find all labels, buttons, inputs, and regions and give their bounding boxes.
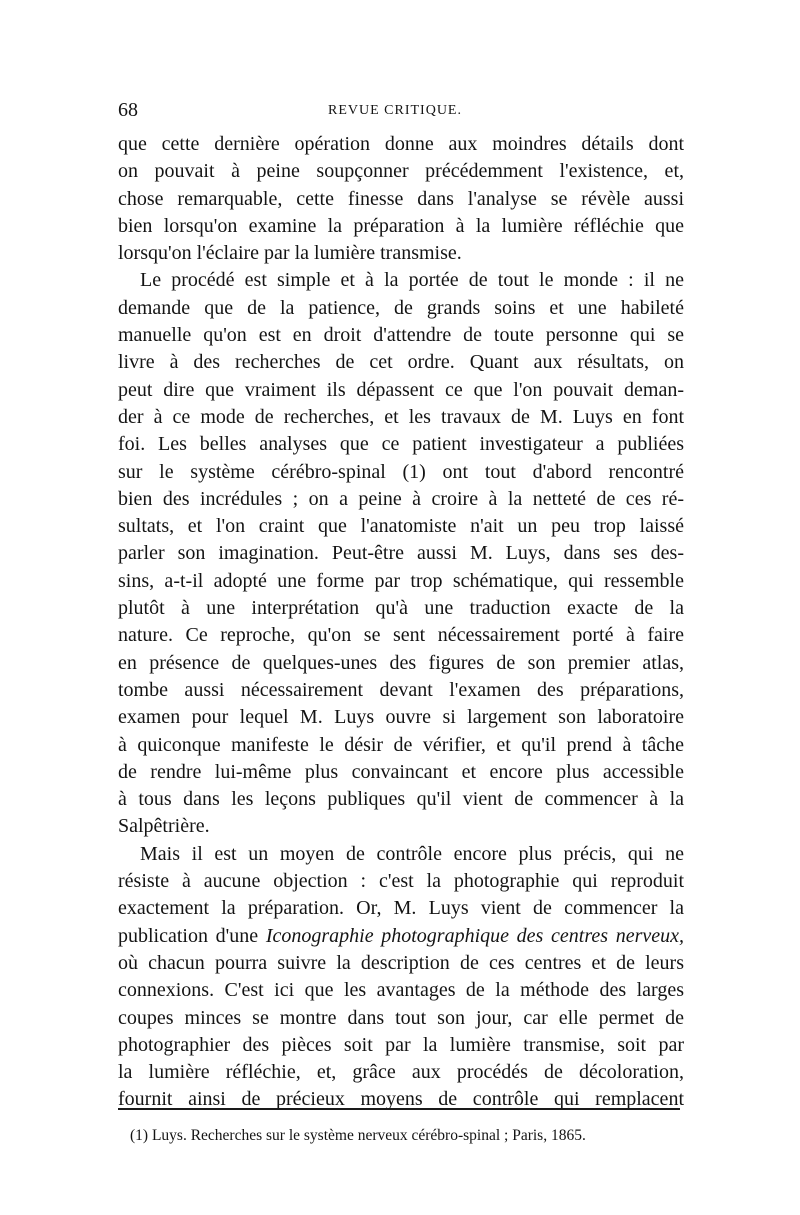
text-line: fournit ainsi de précieux moyens de contrôle qui remplacent <box>118 1088 684 1111</box>
text-line: sins, a-t-il adopté une forme par trop schématique, qui ressemble <box>118 569 684 592</box>
paragraph-3 <box>118 841 684 1114</box>
text-line: manuelle qu'on est en droit d'attendre de toute personne qui se <box>118 324 684 347</box>
text-line: où chacun pourra suivre la description de ces centres et de leurs <box>118 951 684 974</box>
text-line: résiste à aucune objection : c'est la photographie qui reproduit <box>118 870 684 893</box>
paragraph-2 <box>118 267 684 840</box>
text-line: bien lorsqu'on examine la préparation à la lumière réfléchie que <box>118 214 684 237</box>
text-line: tombe aussi nécessairement devant l'examen des préparations, <box>118 678 684 701</box>
text-line: connexions. C'est ici que les avantages de la méthode des larges <box>118 979 684 1002</box>
text-line: on pouvait à peine soupçonner précédemment l'existence, et, <box>118 160 684 183</box>
text-line: coupes minces se montre dans tout son jour, car elle permet de <box>118 1006 684 1029</box>
text-line <box>118 923 684 950</box>
text-line: de rendre lui-même plus convaincant et encore plus accessible <box>118 760 684 783</box>
text-line: demande que de la patience, de grands soins et une habileté <box>118 296 684 319</box>
footnote-rule <box>118 1108 680 1110</box>
body-text <box>118 131 684 1114</box>
text-line: la lumière réfléchie, et, grâce aux procédés de décoloration, <box>118 1061 684 1084</box>
text-line: à quiconque manifeste le désir de vérifier, et qu'il prend à tâche <box>118 733 684 756</box>
footnote: (1) Luys. Recherches sur le système nerveux cérébro-spinal ; Paris, 1865. <box>130 1127 586 1144</box>
text-line: plutôt à une interprétation qu'à une traduction exacte de la <box>118 597 684 620</box>
paragraph-1 <box>118 131 684 267</box>
text-line: peut dire que vraiment ils dépassent ce que l'on pouvait deman- <box>118 378 684 401</box>
text-line: bien des incrédules ; on a peine à croire à la netteté de ces ré- <box>118 487 684 510</box>
text-line: photographier des pièces soit par la lumière transmise, soit par <box>118 1033 684 1056</box>
text-line: à tous dans les leçons publiques qu'il vient de commencer à la <box>118 788 684 811</box>
text-run: publication d'une <box>118 924 266 947</box>
text-line: exactement la préparation. Or, M. Luys vient de commencer la <box>118 897 684 920</box>
text-line: examen pour lequel M. Luys ouvre si largement son laboratoire <box>118 706 684 729</box>
text-line: der à ce mode de recherches, et les travaux de M. Luys en font <box>118 405 684 428</box>
text-line: Le procédé est simple et à la portée de tout le monde : il ne <box>140 269 684 292</box>
text-line: lorsqu'on l'éclaire par la lumière transmise. <box>118 242 462 265</box>
running-head <box>118 96 684 124</box>
text-line: chose remarquable, cette finesse dans l'analyse se révèle aussi <box>118 187 684 210</box>
text-line: en présence de quelques-unes des figures de son premier atlas, <box>118 651 684 674</box>
text-line: parler son imagination. Peut-être aussi M. Luys, dans ses des- <box>118 542 684 565</box>
text-line: livre à des recherches de cet ordre. Quant aux résultats, on <box>118 351 684 374</box>
text-line: nature. Ce reproche, qu'on se sent nécessairement porté à faire <box>118 624 684 647</box>
text-line: foi. Les belles analyses que ce patient investigateur a publiées <box>118 433 684 456</box>
text-line: que cette dernière opération donne aux moindres détails dont <box>118 133 684 155</box>
text-line: sur le système cérébro-spinal (1) ont tout d'abord rencontré <box>118 460 684 483</box>
page-number: 68 <box>118 99 138 121</box>
journal-title: REVUE CRITIQUE. <box>328 103 462 118</box>
text-line: Salpêtrière. <box>118 815 210 838</box>
text-line: Mais il est un moyen de contrôle encore plus précis, qui ne <box>140 842 684 865</box>
book-title: Iconographie photographique des centres nerveux, <box>265 924 684 947</box>
text-line: sultats, et l'on craint que l'anatomiste n'ait un peu trop laissé <box>118 515 684 538</box>
